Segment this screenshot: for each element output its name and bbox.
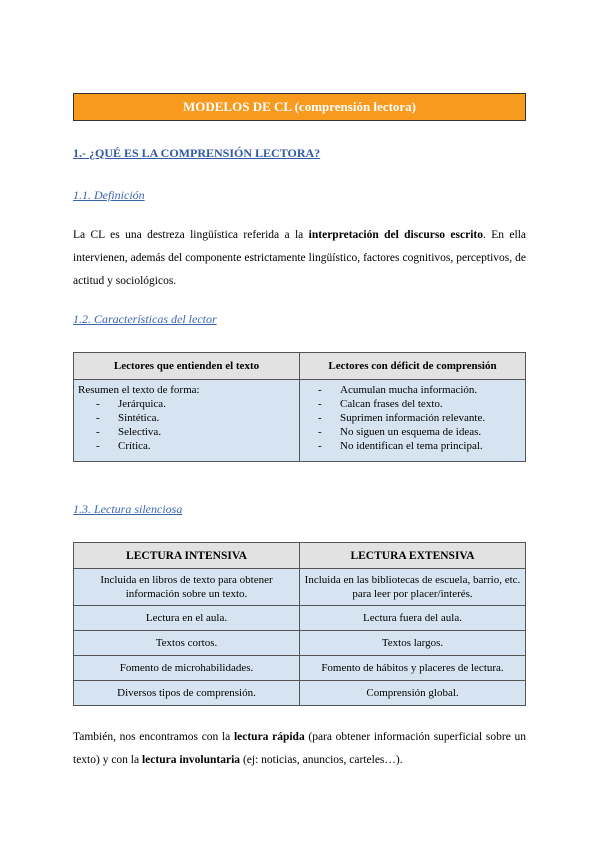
table-header-cell: LECTURA INTENSIVA bbox=[74, 543, 300, 569]
table-cell: Incluida en las bibliotecas de escuela, barrio, etc. para leer por placer/interés. bbox=[300, 569, 526, 606]
closing-text-1: También, nos encontramos con la bbox=[73, 731, 234, 743]
table-header-cell: Lectores con déficit de comprensión bbox=[300, 353, 526, 380]
table-cell: Comprensión global. bbox=[300, 681, 526, 706]
table-cell: Textos cortos. bbox=[74, 631, 300, 656]
table-cell: Fomento de hábitos y placeres de lectura. bbox=[300, 656, 526, 681]
list-item: - Jerárquica. bbox=[96, 398, 166, 410]
table-header-cell: Lectores que entienden el texto bbox=[74, 353, 300, 380]
table-cell-deficit-readers bbox=[300, 380, 526, 462]
reading-types-table bbox=[73, 542, 526, 706]
good-readers-intro: Resumen el texto de forma: bbox=[78, 384, 200, 396]
table-cell: Textos largos. bbox=[300, 631, 526, 656]
table-row bbox=[74, 656, 526, 681]
good-readers-list bbox=[78, 397, 295, 453]
table-header-cell: LECTURA EXTENSIVA bbox=[300, 543, 526, 569]
table-header-row bbox=[74, 543, 526, 569]
table-row bbox=[74, 606, 526, 631]
table-cell: Lectura en el aula. bbox=[74, 606, 300, 631]
reader-characteristics-table bbox=[73, 352, 526, 462]
definition-bold-1: interpretación del discurso escrito bbox=[308, 229, 483, 241]
document-title: MODELOS DE CL (comprensión lectora) bbox=[73, 93, 526, 121]
table-cell: Incluida en libros de texto para obtener información sobre un texto. bbox=[74, 569, 300, 606]
list-item: - Suprimen información relevante. bbox=[318, 412, 486, 424]
closing-text-3: (ej: noticias, anuncios, carteles…). bbox=[240, 754, 403, 766]
subsection-heading-caracteristicas: 1.2. Características del lector bbox=[73, 312, 217, 326]
deficit-readers-list bbox=[304, 383, 521, 453]
table-cell: Fomento de microhabilidades. bbox=[74, 656, 300, 681]
list-item: - Calcan frases del texto. bbox=[318, 398, 443, 410]
list-item: - Sintética. bbox=[96, 412, 160, 424]
table-row bbox=[74, 569, 526, 606]
table-header-row bbox=[74, 353, 526, 380]
definition-text-2: . En ella intervienen, además del componente estrictamente lingüístico, factores cognitivos, perceptivos, de actitud y sociológicos. bbox=[73, 229, 526, 287]
closing-bold-1: lectura rápida bbox=[233, 731, 305, 743]
definition-paragraph bbox=[73, 224, 526, 293]
table-cell: Diversos tipos de comprensión. bbox=[74, 681, 300, 706]
table-cell-good-readers bbox=[74, 380, 300, 462]
subsection-heading-lectura-silenciosa: 1.3. Lectura silenciosa bbox=[73, 502, 183, 516]
list-item: - Selectiva. bbox=[96, 426, 162, 438]
subsection-heading-definicion: 1.1. Definición bbox=[73, 188, 145, 202]
definition-text-1: La CL es una destreza lingüística referida a la bbox=[73, 229, 309, 241]
list-item: - Crítica. bbox=[96, 440, 151, 452]
table-row bbox=[74, 631, 526, 656]
list-item: - Acumulan mucha información. bbox=[318, 384, 478, 396]
closing-bold-2: lectura involuntaria bbox=[141, 754, 241, 766]
section-heading-1: 1.- ¿QUÉ ES LA COMPRENSIÓN LECTORA? bbox=[73, 146, 321, 160]
closing-text-2: (para obtener información superficial sobre un texto) y con la bbox=[73, 731, 526, 766]
table-row bbox=[74, 681, 526, 706]
list-item: - No identifican el tema principal. bbox=[318, 440, 483, 452]
closing-paragraph bbox=[73, 726, 526, 772]
list-item: - No siguen un esquema de ideas. bbox=[318, 426, 482, 438]
table-row bbox=[74, 380, 526, 462]
table-cell: Lectura fuera del aula. bbox=[300, 606, 526, 631]
